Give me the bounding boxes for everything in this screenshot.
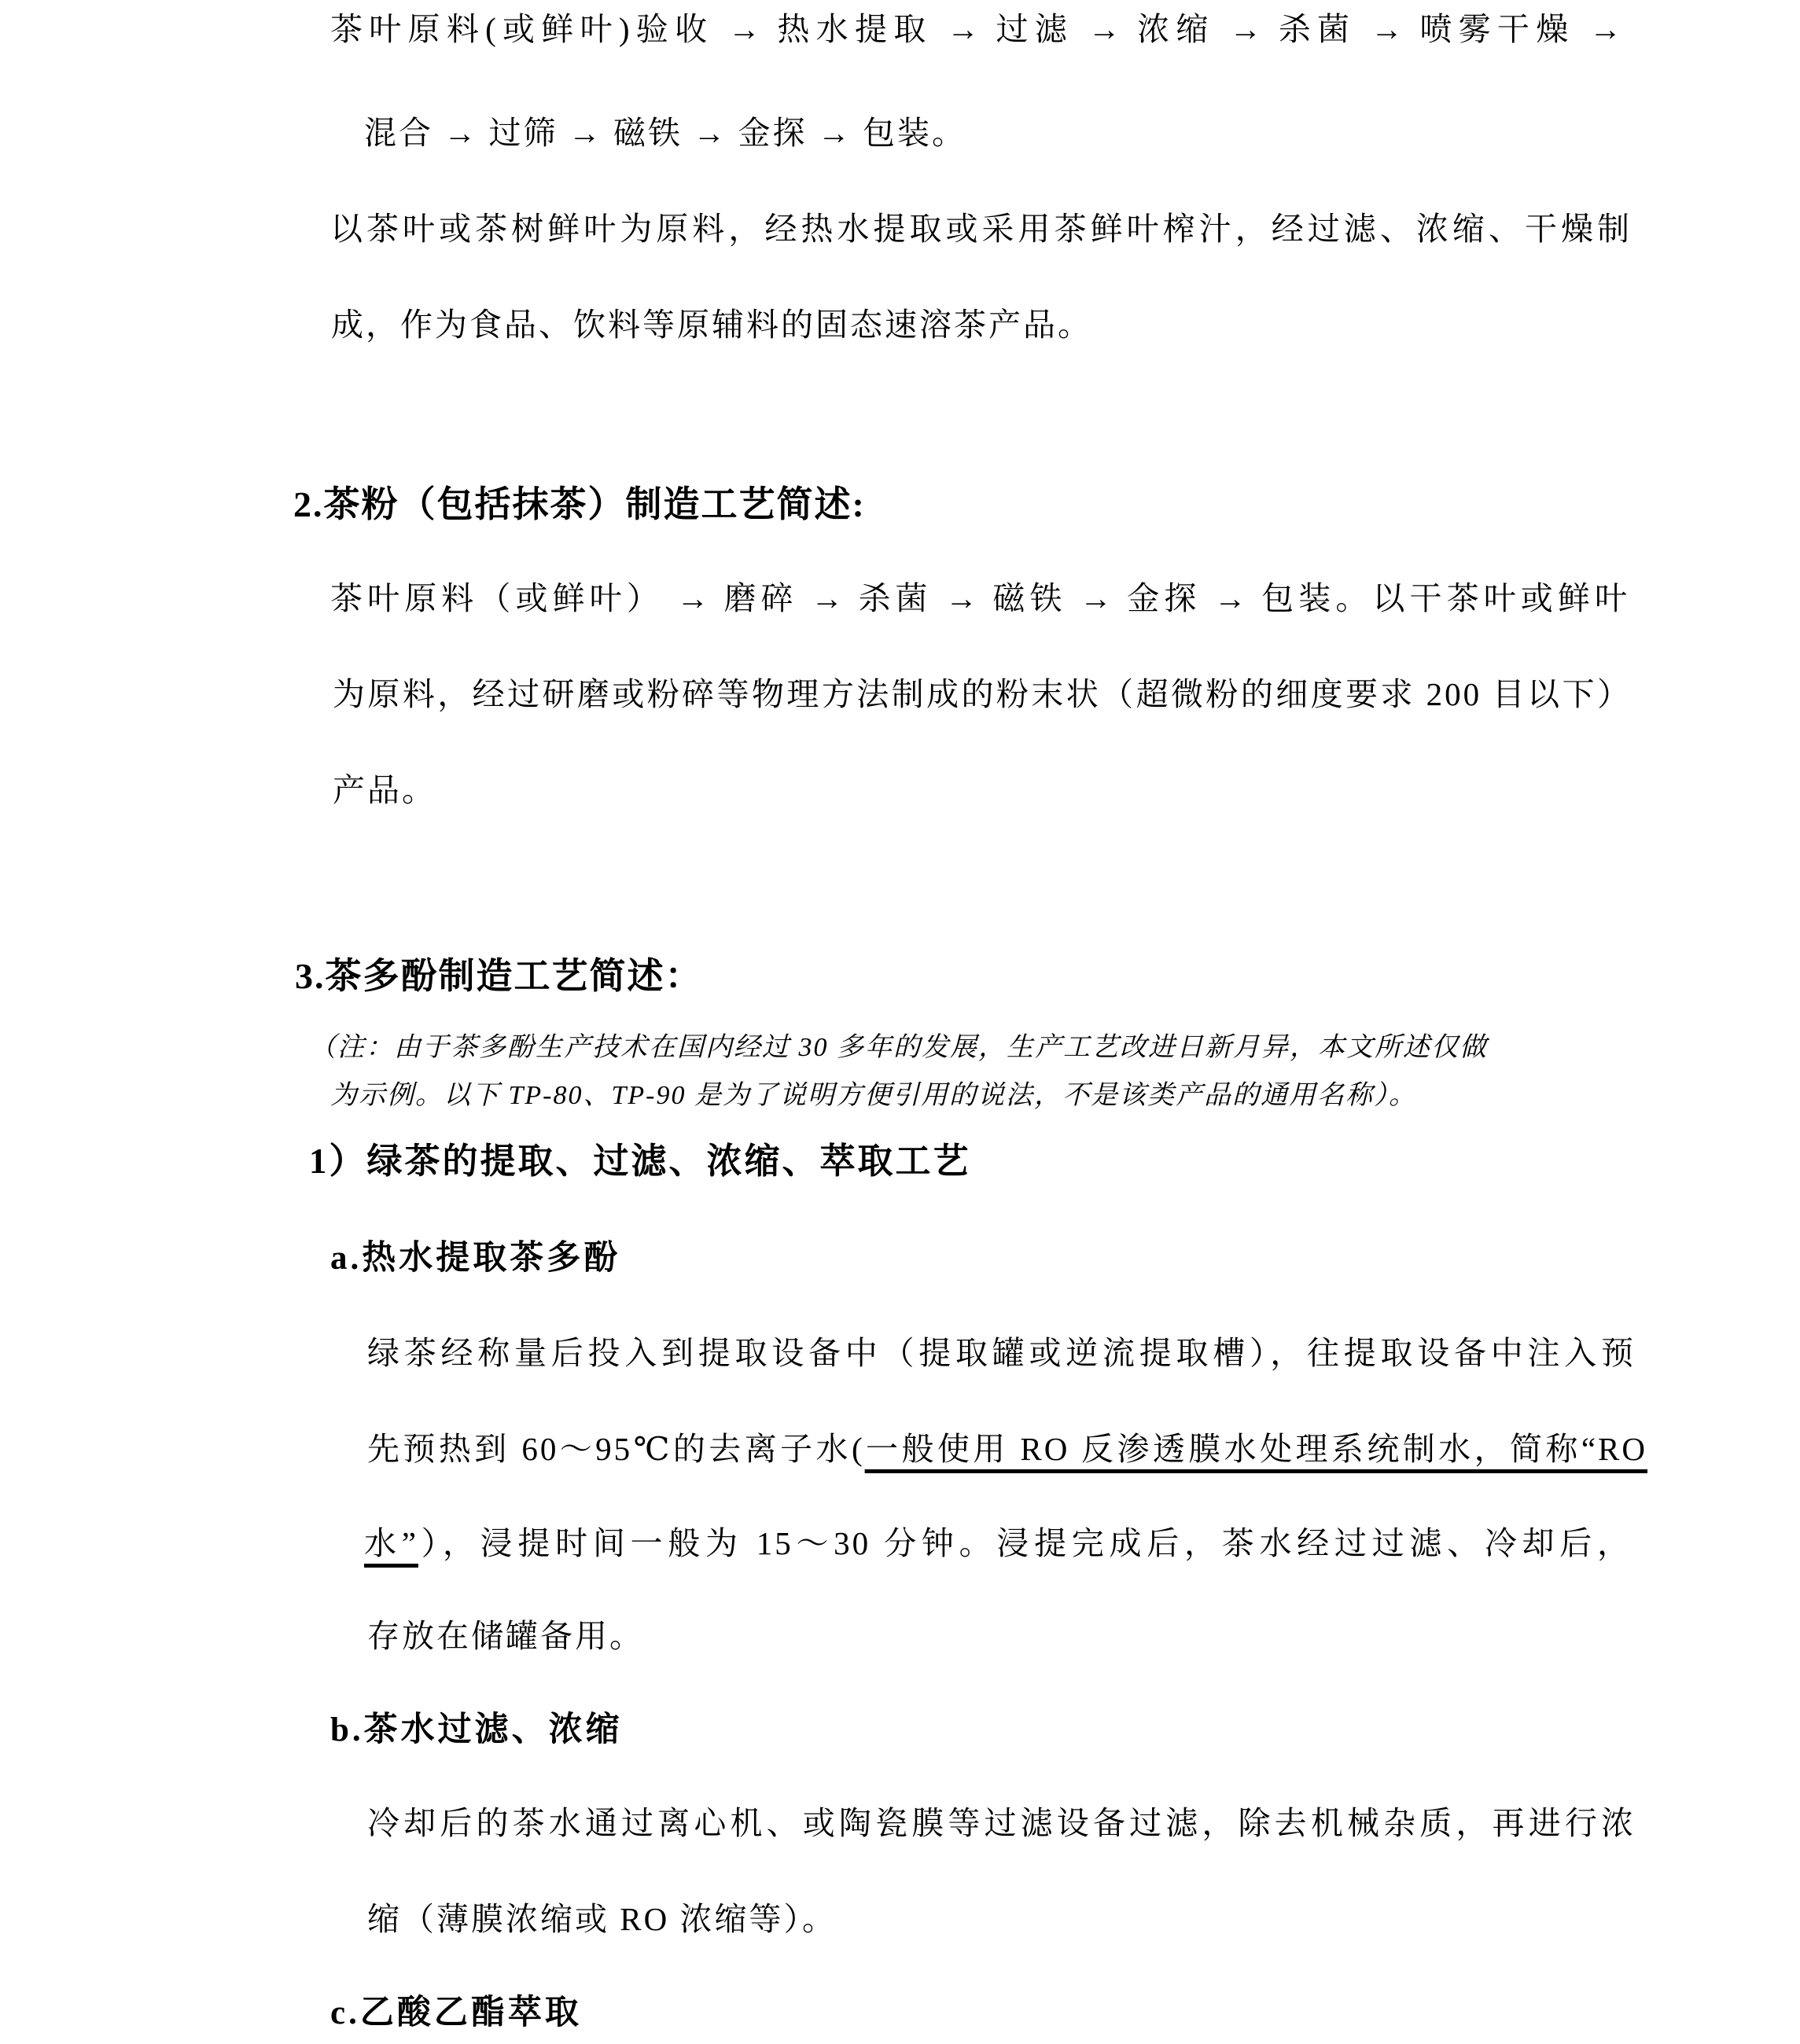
step-a-line-1: 绿茶经称量后投入到提取设备中（提取罐或逆流提取槽），往提取设备中注入预: [367, 1335, 1636, 1371]
step-c-heading: c.乙酸乙酯萃取: [330, 1994, 582, 2031]
step-a-line-4: 存放在储罐备用。: [367, 1618, 644, 1654]
step-a-heading: a.热水提取茶多酚: [330, 1240, 621, 1277]
instant-tea-desc-line-1: 以茶叶或茶树鲜叶为原料，经热水提取或采用茶鲜叶榨汁，经过滤、浓缩、干燥制: [330, 211, 1632, 247]
step-b-heading: b.茶水过滤、浓缩: [330, 1711, 623, 1748]
step-a-line-2-prefix: 先预热到 60～95℃的去离子水(: [367, 1431, 865, 1467]
step-a-line-3-underlined-water: 水”: [364, 1525, 418, 1561]
tea-polyphenol-note-line-1: （注：由于茶多酚生产技术在国内经过 30 多年的发展，生产工艺改进日新月异，本文所述仅做: [309, 1033, 1488, 1062]
tea-powder-line-1: 茶叶原料（或鲜叶） → 磨碎 → 杀菌 → 磁铁 → 金探 → 包装。以干茶叶或鲜叶: [330, 580, 1629, 616]
step-a-line-2-underlined-ro-water: 一般使用 RO 反渗透膜水处理系统制水，简称“RO: [864, 1431, 1647, 1467]
tea-polyphenol-heading: 3.茶多酚制造工艺简述：: [295, 956, 703, 996]
tea-polyphenol-note-line-2: 为示例。以下 TP-80、TP-90 是为了说明方便引用的说法，不是该类产品的通用名称）。: [330, 1081, 1417, 1110]
tea-powder-line-3: 产品。: [333, 772, 436, 808]
instant-tea-desc-line-2: 成，作为食品、饮料等原辅料的固态速溶茶产品。: [331, 307, 1092, 343]
step-a-line-3: [364, 1525, 1632, 1562]
instant-tea-flow-line-2: 混合 → 过筛 → 磁铁 → 金探 → 包装。: [364, 115, 966, 151]
step-a-line-2: [367, 1431, 1647, 1468]
tea-powder-heading: 2.茶粉（包括抹茶）制造工艺简述:: [293, 484, 866, 524]
step-b-line-1: 冷却后的茶水通过离心机、或陶瓷膜等过滤设备过滤，除去机械杂质，再进行浓: [367, 1805, 1636, 1841]
instant-tea-flow-line-1: 茶叶原料(或鲜叶)验收 → 热水提取 → 过滤 → 浓缩 → 杀菌 → 喷雾干燥 →: [330, 11, 1624, 47]
green-tea-process-subheading: 1）绿茶的提取、过滤、浓缩、萃取工艺: [309, 1141, 971, 1181]
step-a-line-3-rest: ），浸提时间一般为 15～30 分钟。浸提完成后，茶水经过过滤、冷却后，: [418, 1525, 1633, 1561]
step-b-line-2: 缩（薄膜浓缩或 RO 浓缩等）。: [367, 1901, 837, 1937]
tea-powder-line-2: 为原料，经过研磨或粉碎等物理方法制成的粉末状（超微粉的细度要求 200 目以下）: [333, 676, 1632, 712]
